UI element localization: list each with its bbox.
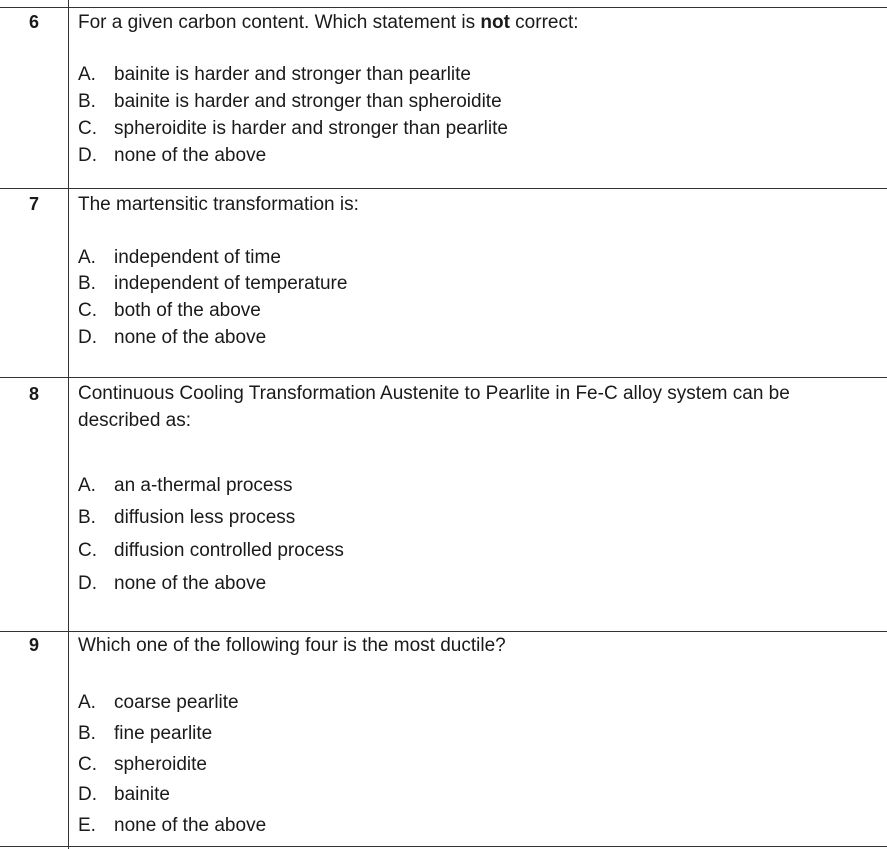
question-stem: Continuous Cooling Transformation Austenite to Pearlite in Fe-C alloy system can be described as: <box>78 383 790 431</box>
column-divider <box>68 0 69 849</box>
answer-option: A. bainite is harder and stronger than pearlite <box>78 64 472 85</box>
answer-option: D. bainite <box>78 784 170 805</box>
question-number: 9 <box>28 635 39 655</box>
answer-option: A. an a-thermal process <box>78 475 293 496</box>
answer-option: C. diffusion controlled process <box>78 540 344 561</box>
answer-option: B. bainite is harder and stronger than spheroidite <box>78 91 502 112</box>
answer-option: C. spheroidite <box>78 754 207 775</box>
answer-option: E. none of the above <box>78 815 267 836</box>
question-stem: The martensitic transformation is: <box>78 194 359 215</box>
row-divider <box>0 188 887 189</box>
question-number: 7 <box>28 194 39 214</box>
row-divider <box>0 377 887 378</box>
table-border-bottom <box>0 846 887 847</box>
question-stem: Which one of the following four is the most ductile? <box>78 635 506 656</box>
question-number: 8 <box>28 384 39 404</box>
question-stem: For a given carbon content. Which statement is not correct: <box>78 12 579 33</box>
answer-option: C. both of the above <box>78 300 261 321</box>
answer-option: B. fine pearlite <box>78 723 213 744</box>
question-number: 6 <box>28 12 39 32</box>
answer-option: A. coarse pearlite <box>78 692 239 713</box>
answer-option: B. diffusion less process <box>78 507 296 528</box>
answer-option: A. independent of time <box>78 247 281 268</box>
answer-option: C. spheroidite is harder and stronger than pearlite <box>78 118 508 139</box>
answer-option: D. none of the above <box>78 573 267 594</box>
answer-option: D. none of the above <box>78 145 267 166</box>
answer-option: B. independent of temperature <box>78 273 348 294</box>
table-border-top <box>0 7 887 8</box>
answer-option: D. none of the above <box>78 327 267 348</box>
